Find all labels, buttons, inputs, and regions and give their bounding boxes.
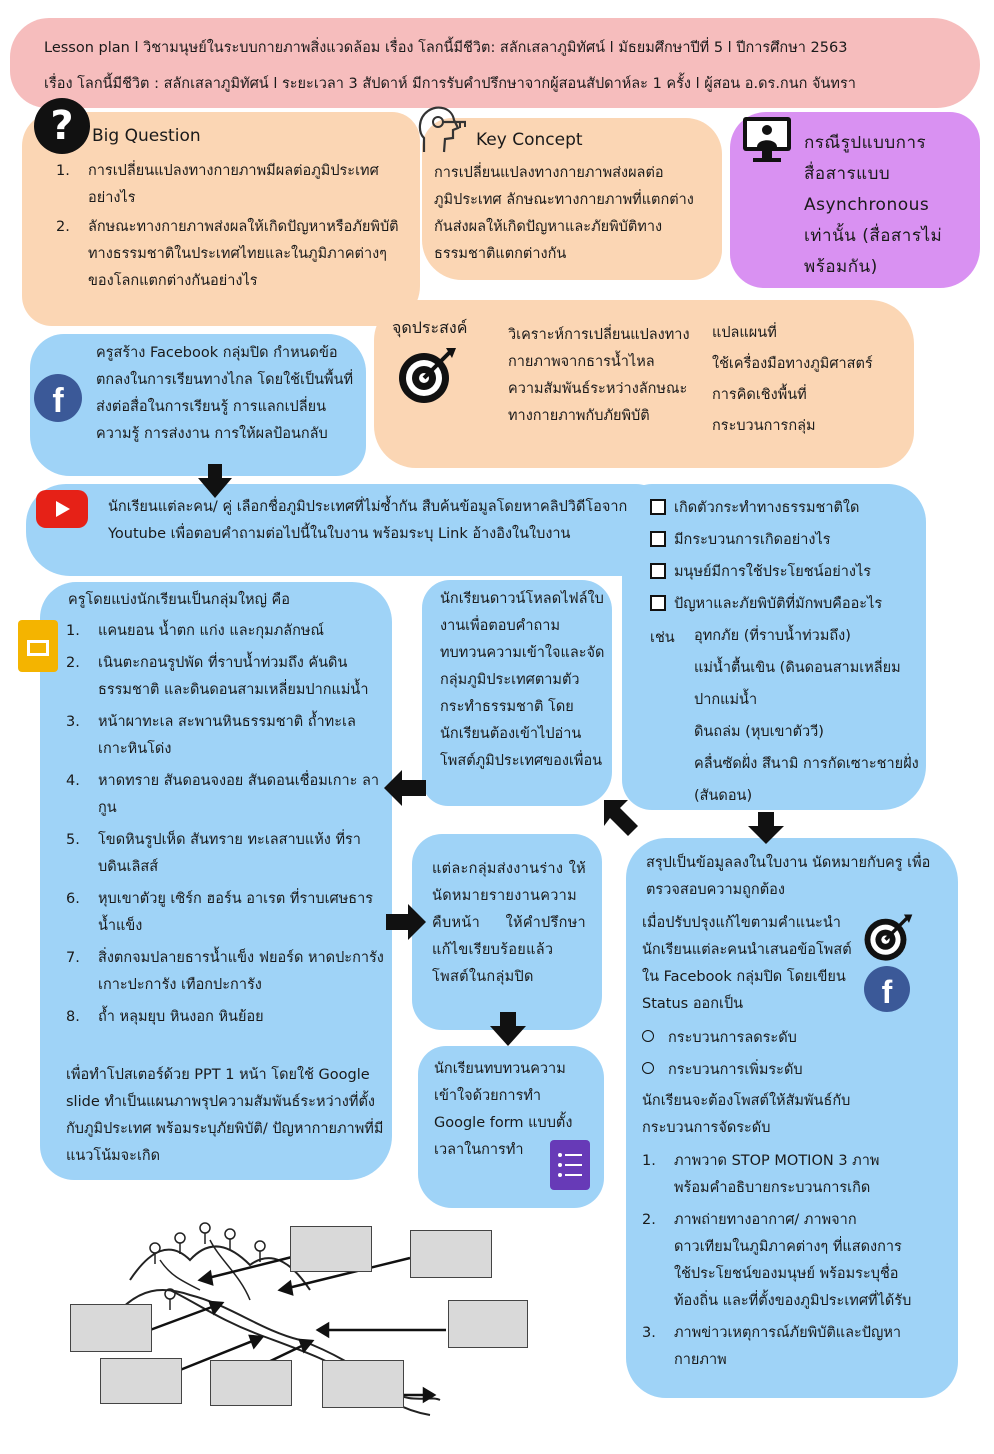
arrow-up-left-icon — [604, 800, 638, 836]
list-item: แปลแผนที่ — [712, 325, 777, 341]
list-item: คลื่นซัดฝั่ง สึนามิ การกัดเซาะชายฝั่ง (สันดอน) — [694, 756, 919, 804]
key-concept-text: การเปลี่ยนแปลงทางกายภาพส่งผลต่อภูมิประเทศ ลักษณะทางกายภาพที่แตกต่างกันส่งผลให้เกิดปัญหาและภัยพิบัติทางธรรมชาติแตกต่างกัน — [434, 165, 694, 262]
key-concept-title: Key Concept — [476, 130, 583, 150]
async-text: กรณีรูปแบบการสื่อสารแบบ Asynchronous เท่านั้น (สื่อสารไม่พร้อมกัน) — [804, 133, 943, 277]
list-item: ใช้เครื่องมือทางภูมิศาสตร์ — [712, 356, 873, 372]
objective-title: จุดประสงค์ — [392, 318, 468, 337]
list-item: 4. หาดทราย สันดอนจงอย สันดอนเชื่อมเกาะ ลากูน — [66, 773, 380, 816]
list-item: 6. หุบเขาตัวยู เซิร์ก ฮอร์น อาเรต ที่ราบเศษธารน้ำแข็ง — [66, 891, 374, 934]
list-item: มนุษย์มีการใช้ประโยชน์อย่างไร — [648, 556, 920, 588]
list-item: มีกระบวนการเกิดอย่างไร — [648, 524, 920, 556]
facebook-icon: f — [864, 966, 910, 1012]
list-item: 3. ภาพข่าวเหตุการณ์ภัยพิบัติและปัญหากายภาพ — [642, 1325, 902, 1368]
list-item: 1. การเปลี่ยนแปลงทางกายภาพมีผลต่อภูมิประเทศอย่างไร — [56, 163, 379, 206]
list-item: 2. ภาพถ่ายทางอากาศ/ ภาพจากดาวเทียมในภูมิภาคต่างๆ ที่แสดงการใช้ประโยชน์ของมนุษย์ พร้อมระบุชื่อท้องถิ่น และที่ตั้งของภูมิประเทศที่ได้รับ — [642, 1212, 912, 1309]
placeholder-box — [210, 1360, 292, 1406]
placeholder-box — [410, 1230, 492, 1278]
youtube-text: นักเรียนแต่ละคน/ คู่ เลือกชื่อภูมิประเทศที่ไม่ซ้ำกัน สืบค้นข้อมูลโดยหาคลิปวิดีโอจาก Youtube เพื่อตอบคำถามต่อไปนี้ในใบงาน พร้อมระบุ Link อ้างอิงในใบงาน — [108, 499, 628, 542]
facebook-text: ครูสร้าง Facebook กลุ่มปิด กำหนดข้อตกลงในการเรียนทางไกล โดยใช้เป็นพื้นที่ส่งต่อสื่อในการเรียนรู้ การแลกเปลี่ยนความรู้ การส่งงาน การให้ผลป้อนกลับ — [96, 345, 354, 442]
placeholder-box — [100, 1358, 182, 1404]
list-item: กระบวนการเพิ่มระดับ — [642, 1054, 932, 1086]
arrow-down-icon — [490, 1012, 526, 1046]
list-item: กระบวนการลดระดับ — [642, 1022, 932, 1054]
objective-analysis: วิเคราะห์การเปลี่ยนแปลงทางกายภาพจากธารน้ำไหล ความสัมพันธ์ระหว่างลักษณะทางกายภาพกับภัยพิบัติ — [508, 327, 690, 424]
list-item: แม่น้ำตื้นเขิน (ดินดอนสามเหลี่ยมปากแม่น้ำ — [694, 660, 901, 708]
list-item: อุทกภัย (ที่ราบน้ำท่วมถึง) — [694, 628, 851, 644]
placeholder-box — [322, 1360, 404, 1408]
list-item: ปัญหาและภัยพิบัติที่มักพบคืออะไร — [648, 588, 920, 620]
report-text: แต่ละกลุ่มส่งงานร่าง ให้ นัดหมายรายงานความคืบหน้า ให้คำปรึกษา แก้ไขเรียบร้อยแล้วโพสต์ในกลุ่มปิด — [432, 861, 586, 985]
list-item: 8. ถ้ำ หลุมยุบ หินงอก หินย้อย — [66, 1009, 264, 1025]
list-item: 3. หน้าผาทะเล สะพานหินธรรมชาติ ถ้ำทะเล เกาะหินโด่ง — [66, 714, 356, 757]
summary-post: เมื่อปรับปรุงแก้ไขตามคำแนะนำ นักเรียนแต่ละคนนำเสนอข้อโพสต์ใน Facebook กลุ่มปิด โดยเขียน Status ออกเป็น — [642, 915, 852, 1012]
list-item: 7. สิ่งตกจมปลายธารน้ำแข็ง ฟยอร์ด หาดปะการัง เกาะปะการัง เทือกปะการัง — [66, 950, 384, 993]
groups-outro: เพื่อทำโปสเตอร์ด้วย PPT 1 หน้า โดยใช้ Google slide ทำเป็นแผนภาพรุปความสัมพันธ์ระหว่างที่ตั้งกับภูมิประเทศ พร้อมระบุภัยพิบัติ/ ปัญหากายภาพที่มีแนวโน้มจะเกิด — [66, 1067, 384, 1164]
list-item: เกิดตัวกระทำทางธรรมชาติใด — [648, 492, 920, 524]
big-question-title: Big Question — [92, 126, 201, 146]
list-item: 1. แคนยอน น้ำตก แก่ง และกุมภลักษณ์ — [66, 623, 324, 639]
summary-lead: สรุปเป็นข้อมูลลงในใบงาน นัดหมายกับครู เพื่อตรวจสอบความถูกต้อง — [646, 855, 931, 898]
list-item: 1. ภาพวาด STOP MOTION 3 ภาพ พร้อมคำอธิบายกระบวนการเกิด — [642, 1153, 880, 1196]
form-text: นักเรียนทบทวนความเข้าใจด้วยการทำ Google form แบบตั้งเวลาในการทำ — [434, 1061, 573, 1158]
header-line-2: เรื่อง โลกนี้มีชีวิต : สลักเสลาภูมิทัศน์ l ระยะเวลา 3 สัปดาห์ มีการรับคำปรึกษาจากผู้สอนสัปดาห์ละ 1 ครั้ง l ผู้สอน อ.ดร.กนก จันทรา — [44, 76, 856, 92]
arrow-down-icon — [198, 464, 232, 498]
arrow-right-icon — [386, 904, 426, 940]
list-item: ดินถล่ม (หุบเขาตัววี) — [694, 724, 824, 740]
summary-note: นักเรียนจะต้องโพสต์ให้สัมพันธ์กับกระบวนการจัดระดับ — [642, 1093, 851, 1136]
list-item: การคิดเชิงพื้นที่ — [712, 387, 807, 403]
arrow-down-icon — [748, 812, 784, 844]
list-item: 2. เนินตะกอนรูปพัด ที่ราบน้ำท่วมถึง คันดินธรรมชาติ และดินดอนสามเหลี่ยมปากแม่น้ำ — [66, 655, 369, 698]
question-mark-icon: ? — [34, 98, 90, 154]
placeholder-box — [290, 1226, 372, 1272]
list-item: 2. ลักษณะทางกายภาพส่งผลให้เกิดปัญหาหรือภัยพิบัติทางธรรมชาติในประเทศไทยและในภูมิภาคต่างๆ ของโลกแตกต่างกันอย่างไร — [56, 219, 399, 289]
arrow-left-icon — [384, 770, 426, 806]
example-label: เช่น — [650, 630, 675, 646]
header-line-1: Lesson plan l วิชามนุษย์ในระบบกายภาพสิ่งแวดล้อม เรื่อง โลกนี้มีชีวิต: สลักเสลาภูมิทัศน์ l มัธยมศึกษาปีที่ 5 l ปีการศึกษา 2563 — [44, 40, 848, 56]
download-text: นักเรียนดาวน์โหลดไฟล์ใบงานเพื่อตอบคำถามทบทวนความเข้าใจและจัดกลุ่มภูมิประเทศตามตัวกระทำธรรมชาติ โดยนักเรียนต้องเข้าไปอ่านโพสต์ภูมิประเทศของเพื่อน — [440, 591, 605, 769]
placeholder-box — [448, 1300, 528, 1348]
facebook-icon: f — [34, 374, 82, 422]
placeholder-box — [70, 1304, 152, 1352]
list-item: 5. โขดหินรูปเห็ด สันทราย ทะเลสาบแห้ง ที่ราบดินเลิสส์ — [66, 832, 361, 875]
groups-intro: ครูโดยแบ่งนักเรียนเป็นกลุ่มใหญ่ คือ — [68, 592, 290, 608]
list-item: กระบวนการกลุ่ม — [712, 418, 816, 434]
